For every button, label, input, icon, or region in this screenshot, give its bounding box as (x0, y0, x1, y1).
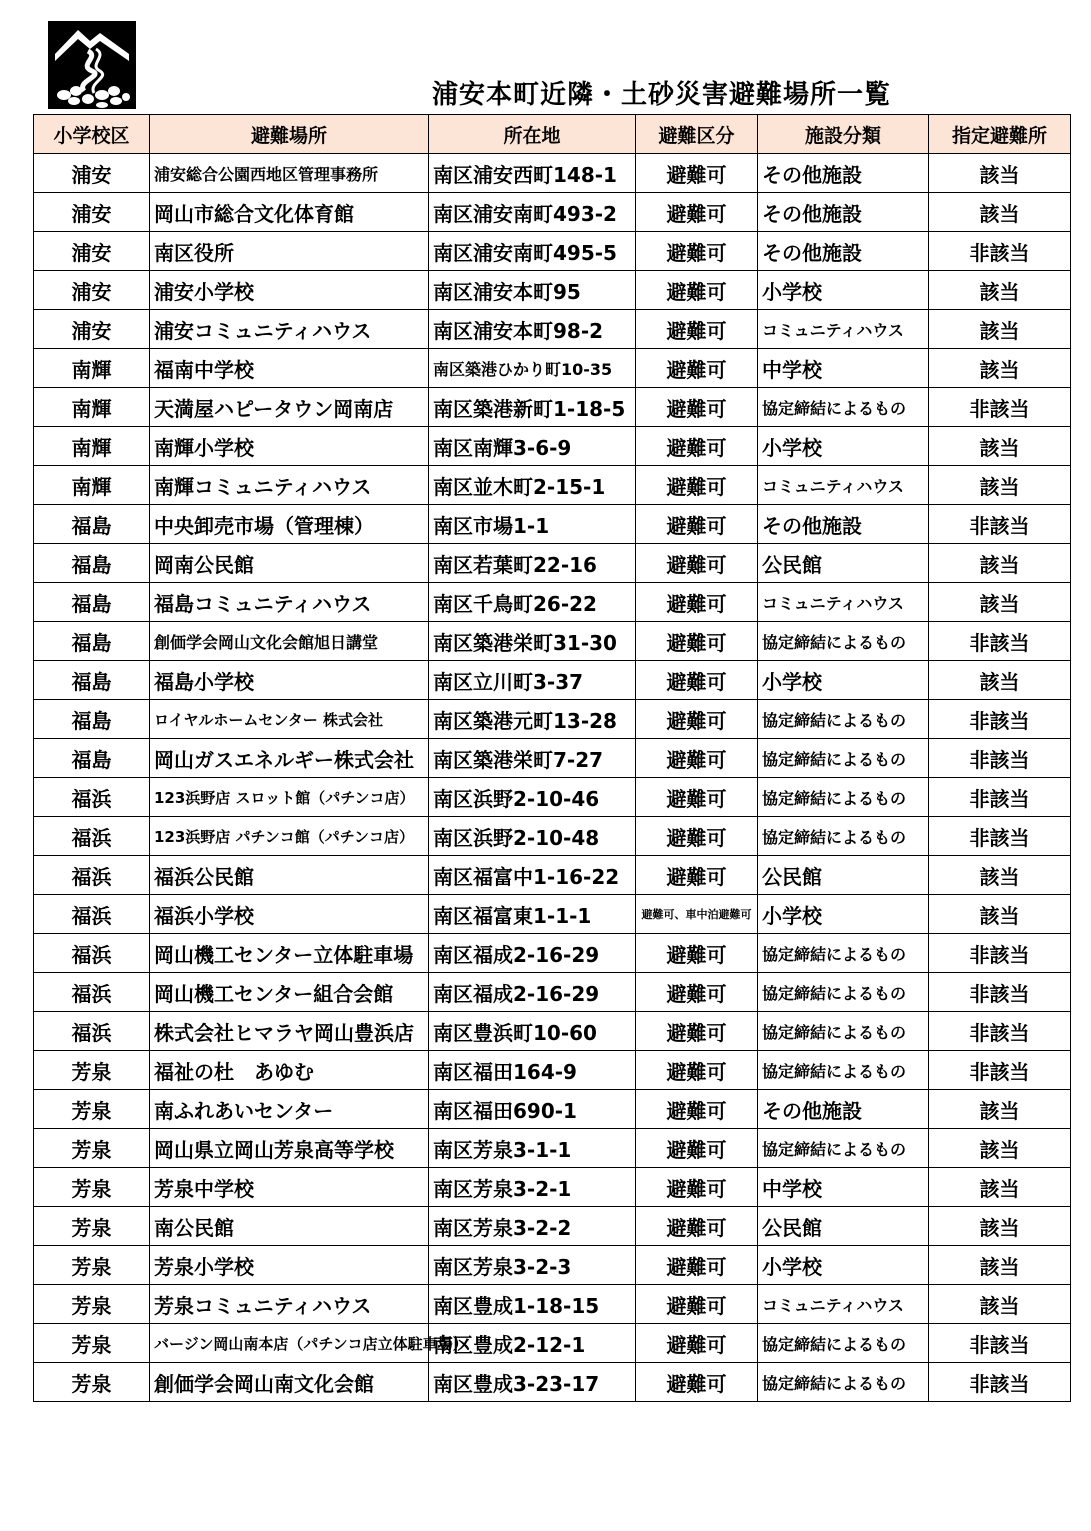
address-cell: 南区福富東1-1-1 (429, 895, 636, 934)
category-cell: 避難可 (636, 1090, 758, 1129)
table-row (34, 154, 1071, 193)
designated-cell: 非該当 (929, 1051, 1071, 1090)
address-cell: 南区豊成2-12-1 (429, 1324, 636, 1363)
table-row (34, 271, 1071, 310)
shelter-name-cell: 岡山市総合文化体育館 (150, 193, 429, 232)
school-district-cell: 芳泉 (34, 1129, 150, 1168)
table-row (34, 817, 1071, 856)
designated-cell: 該当 (929, 544, 1071, 583)
shelter-name-cell: 中央卸売市場（管理棟） (150, 505, 429, 544)
address-cell: 南区芳泉3-2-2 (429, 1207, 636, 1246)
category-cell: 避難可 (636, 427, 758, 466)
facility-type-cell: 中学校 (758, 1168, 929, 1207)
category-cell: 避難可 (636, 700, 758, 739)
shelter-name-cell: 123浜野店 スロット館（パチンコ店） (150, 778, 429, 817)
facility-type-cell: 小学校 (758, 271, 929, 310)
facility-type-cell: コミュニティハウス (758, 1285, 929, 1324)
shelter-name-cell: 岡山ガスエネルギー株式会社 (150, 739, 429, 778)
designated-cell: 非該当 (929, 739, 1071, 778)
shelter-name-cell: 創価学会岡山文化会館旭日講堂 (150, 622, 429, 661)
school-district-cell: 福島 (34, 505, 150, 544)
shelter-name-cell: 福浜公民館 (150, 856, 429, 895)
facility-type-cell: 協定締結によるもの (758, 622, 929, 661)
school-district-cell: 芳泉 (34, 1207, 150, 1246)
facility-type-cell: 協定締結によるもの (758, 700, 929, 739)
category-cell: 避難可 (636, 739, 758, 778)
designated-cell: 非該当 (929, 817, 1071, 856)
shelter-name-cell: 岡南公民館 (150, 544, 429, 583)
facility-type-cell: 小学校 (758, 427, 929, 466)
facility-type-cell: 協定締結によるもの (758, 1129, 929, 1168)
school-district-cell: 福浜 (34, 778, 150, 817)
facility-type-cell: 小学校 (758, 661, 929, 700)
address-cell: 南区芳泉3-2-1 (429, 1168, 636, 1207)
address-cell: 南区浦安本町98-2 (429, 310, 636, 349)
school-district-cell: 福島 (34, 700, 150, 739)
table-row (34, 388, 1071, 427)
address-cell: 南区浦安南町493-2 (429, 193, 636, 232)
facility-type-cell: 協定締結によるもの (758, 1324, 929, 1363)
facility-type-cell: 公民館 (758, 856, 929, 895)
shelter-name-cell: 岡山県立岡山芳泉高等学校 (150, 1129, 429, 1168)
shelter-name-cell: 南公民館 (150, 1207, 429, 1246)
address-cell: 南区豊成1-18-15 (429, 1285, 636, 1324)
shelter-name-cell: 浦安総合公園西地区管理事務所 (150, 154, 429, 193)
designated-cell: 非該当 (929, 622, 1071, 661)
shelter-name-cell: 芳泉コミュニティハウス (150, 1285, 429, 1324)
table-row (34, 232, 1071, 271)
school-district-cell: 福浜 (34, 817, 150, 856)
category-cell: 避難可 (636, 934, 758, 973)
address-cell: 南区立川町3-37 (429, 661, 636, 700)
category-cell: 避難可 (636, 505, 758, 544)
school-district-cell: 南輝 (34, 427, 150, 466)
school-district-cell: 福島 (34, 739, 150, 778)
table-row (34, 193, 1071, 232)
shelter-name-cell: バージン岡山南本店（パチンコ店立体駐車場） (150, 1324, 429, 1363)
category-cell: 避難可 (636, 1363, 758, 1402)
table-row (34, 427, 1071, 466)
address-cell: 南区豊成3-23-17 (429, 1363, 636, 1402)
table-row (34, 661, 1071, 700)
category-cell: 避難可 (636, 544, 758, 583)
designated-cell: 非該当 (929, 232, 1071, 271)
header-shelter: 避難場所 (150, 115, 429, 154)
header-address: 所在地 (429, 115, 636, 154)
designated-cell: 該当 (929, 310, 1071, 349)
school-district-cell: 芳泉 (34, 1246, 150, 1285)
address-cell: 南区並木町2-15-1 (429, 466, 636, 505)
designated-cell: 該当 (929, 1129, 1071, 1168)
shelter-name-cell: 123浜野店 パチンコ館（パチンコ店） (150, 817, 429, 856)
shelter-name-cell: 福南中学校 (150, 349, 429, 388)
designated-cell: 該当 (929, 427, 1071, 466)
school-district-cell: 福浜 (34, 973, 150, 1012)
table-row (34, 1012, 1071, 1051)
facility-type-cell: 小学校 (758, 1246, 929, 1285)
category-cell: 避難可 (636, 622, 758, 661)
address-cell: 南区福成2-16-29 (429, 934, 636, 973)
category-cell: 避難可、車中泊避難可 (636, 895, 758, 934)
designated-cell: 該当 (929, 661, 1071, 700)
facility-type-cell: その他施設 (758, 1090, 929, 1129)
table-row (34, 1285, 1071, 1324)
designated-cell: 非該当 (929, 1012, 1071, 1051)
shelter-name-cell: 福島コミュニティハウス (150, 583, 429, 622)
category-cell: 避難可 (636, 193, 758, 232)
category-cell: 避難可 (636, 310, 758, 349)
school-district-cell: 福浜 (34, 934, 150, 973)
landslide-icon (48, 21, 136, 109)
designated-cell: 非該当 (929, 388, 1071, 427)
designated-cell: 該当 (929, 583, 1071, 622)
category-cell: 避難可 (636, 1129, 758, 1168)
address-cell: 南区築港新町1-18-5 (429, 388, 636, 427)
category-cell: 避難可 (636, 388, 758, 427)
facility-type-cell: 協定締結によるもの (758, 1363, 929, 1402)
address-cell: 南区芳泉3-2-3 (429, 1246, 636, 1285)
shelter-name-cell: 天満屋ハピータウン岡南店 (150, 388, 429, 427)
category-cell: 避難可 (636, 154, 758, 193)
address-cell: 南区福成2-16-29 (429, 973, 636, 1012)
table-row (34, 1363, 1071, 1402)
category-cell: 避難可 (636, 1246, 758, 1285)
school-district-cell: 南輝 (34, 388, 150, 427)
category-cell: 避難可 (636, 1207, 758, 1246)
page-title: 浦安本町近隣・土砂災害避難場所一覧 (432, 80, 892, 110)
table-row (34, 466, 1071, 505)
category-cell: 避難可 (636, 1012, 758, 1051)
shelter-name-cell: 南ふれあいセンター (150, 1090, 429, 1129)
category-cell: 避難可 (636, 232, 758, 271)
table-row (34, 934, 1071, 973)
school-district-cell: 芳泉 (34, 1168, 150, 1207)
school-district-cell: 芳泉 (34, 1324, 150, 1363)
header-school-district: 小学校区 (34, 115, 150, 154)
designated-cell: 非該当 (929, 1324, 1071, 1363)
evacuation-table (33, 114, 1071, 1402)
table-row (34, 505, 1071, 544)
address-cell: 南区浜野2-10-48 (429, 817, 636, 856)
facility-type-cell: 小学校 (758, 895, 929, 934)
school-district-cell: 浦安 (34, 310, 150, 349)
facility-type-cell: 協定締結によるもの (758, 973, 929, 1012)
facility-type-cell: 中学校 (758, 349, 929, 388)
designated-cell: 該当 (929, 856, 1071, 895)
table-row (34, 1207, 1071, 1246)
school-district-cell: 浦安 (34, 154, 150, 193)
designated-cell: 該当 (929, 1285, 1071, 1324)
shelter-name-cell: 芳泉小学校 (150, 1246, 429, 1285)
address-cell: 南区市場1-1 (429, 505, 636, 544)
school-district-cell: 浦安 (34, 193, 150, 232)
shelter-name-cell: 浦安コミュニティハウス (150, 310, 429, 349)
category-cell: 避難可 (636, 1285, 758, 1324)
category-cell: 避難可 (636, 778, 758, 817)
table-row (34, 349, 1071, 388)
facility-type-cell: 協定締結によるもの (758, 739, 929, 778)
school-district-cell: 福浜 (34, 1012, 150, 1051)
school-district-cell: 芳泉 (34, 1285, 150, 1324)
address-cell: 南区浦安南町495-5 (429, 232, 636, 271)
address-cell: 南区福富中1-16-22 (429, 856, 636, 895)
table-header-row (34, 115, 1071, 154)
school-district-cell: 福島 (34, 583, 150, 622)
shelter-name-cell: 福島小学校 (150, 661, 429, 700)
address-cell: 南区芳泉3-1-1 (429, 1129, 636, 1168)
address-cell: 南区築港元町13-28 (429, 700, 636, 739)
school-district-cell: 福島 (34, 622, 150, 661)
designated-cell: 該当 (929, 1246, 1071, 1285)
school-district-cell: 浦安 (34, 232, 150, 271)
category-cell: 避難可 (636, 349, 758, 388)
shelter-name-cell: 浦安小学校 (150, 271, 429, 310)
shelter-name-cell: 南輝小学校 (150, 427, 429, 466)
designated-cell: 該当 (929, 895, 1071, 934)
facility-type-cell: 協定締結によるもの (758, 934, 929, 973)
designated-cell: 該当 (929, 349, 1071, 388)
shelter-name-cell: 福浜小学校 (150, 895, 429, 934)
school-district-cell: 浦安 (34, 271, 150, 310)
facility-type-cell: その他施設 (758, 154, 929, 193)
shelter-name-cell: 株式会社ヒマラヤ岡山豊浜店 (150, 1012, 429, 1051)
table-row (34, 544, 1071, 583)
category-cell: 避難可 (636, 1051, 758, 1090)
address-cell: 南区築港ひかり町10-35 (429, 349, 636, 388)
designated-cell: 非該当 (929, 973, 1071, 1012)
designated-cell: 該当 (929, 1207, 1071, 1246)
shelter-name-cell: 南輝コミュニティハウス (150, 466, 429, 505)
address-cell: 南区千鳥町26-22 (429, 583, 636, 622)
designated-cell: 該当 (929, 466, 1071, 505)
shelter-name-cell: 創価学会岡山南文化会館 (150, 1363, 429, 1402)
designated-cell: 該当 (929, 1168, 1071, 1207)
facility-type-cell: コミュニティハウス (758, 583, 929, 622)
table-row (34, 1051, 1071, 1090)
table-row (34, 1168, 1071, 1207)
address-cell: 南区浦安本町95 (429, 271, 636, 310)
table-row (34, 1090, 1071, 1129)
table-row (34, 856, 1071, 895)
table-row (34, 895, 1071, 934)
shelter-name-cell: 南区役所 (150, 232, 429, 271)
address-cell: 南区南輝3-6-9 (429, 427, 636, 466)
table-row (34, 1129, 1071, 1168)
facility-type-cell: 協定締結によるもの (758, 1012, 929, 1051)
table-row (34, 310, 1071, 349)
category-cell: 避難可 (636, 466, 758, 505)
logo (48, 21, 136, 109)
designated-cell: 非該当 (929, 934, 1071, 973)
school-district-cell: 芳泉 (34, 1090, 150, 1129)
shelter-name-cell: 岡山機工センター立体駐車場 (150, 934, 429, 973)
category-cell: 避難可 (636, 661, 758, 700)
table-row (34, 583, 1071, 622)
table-row (34, 739, 1071, 778)
facility-type-cell: コミュニティハウス (758, 310, 929, 349)
school-district-cell: 芳泉 (34, 1051, 150, 1090)
shelter-name-cell: 岡山機工センター組合会館 (150, 973, 429, 1012)
designated-cell: 非該当 (929, 700, 1071, 739)
facility-type-cell: 公民館 (758, 544, 929, 583)
shelter-name-cell: 福祉の杜 あゆむ (150, 1051, 429, 1090)
table-row (34, 973, 1071, 1012)
facility-type-cell: コミュニティハウス (758, 466, 929, 505)
table-row (34, 1246, 1071, 1285)
table-row (34, 700, 1071, 739)
shelter-name-cell: 芳泉中学校 (150, 1168, 429, 1207)
school-district-cell: 芳泉 (34, 1363, 150, 1402)
address-cell: 南区浜野2-10-46 (429, 778, 636, 817)
category-cell: 避難可 (636, 973, 758, 1012)
designated-cell: 該当 (929, 154, 1071, 193)
school-district-cell: 福島 (34, 661, 150, 700)
designated-cell: 非該当 (929, 505, 1071, 544)
header-facility-type: 施設分類 (758, 115, 929, 154)
designated-cell: 該当 (929, 1090, 1071, 1129)
school-district-cell: 福浜 (34, 856, 150, 895)
table-row (34, 622, 1071, 661)
category-cell: 避難可 (636, 1168, 758, 1207)
facility-type-cell: 協定締結によるもの (758, 778, 929, 817)
school-district-cell: 福島 (34, 544, 150, 583)
category-cell: 避難可 (636, 1324, 758, 1363)
header-designated: 指定避難所 (929, 115, 1071, 154)
designated-cell: 該当 (929, 271, 1071, 310)
address-cell: 南区福田690-1 (429, 1090, 636, 1129)
table-row (34, 1324, 1071, 1363)
designated-cell: 非該当 (929, 778, 1071, 817)
shelter-name-cell: ロイヤルホームセンター 株式会社 (150, 700, 429, 739)
address-cell: 南区若葉町22-16 (429, 544, 636, 583)
category-cell: 避難可 (636, 817, 758, 856)
facility-type-cell: その他施設 (758, 232, 929, 271)
facility-type-cell: その他施設 (758, 193, 929, 232)
school-district-cell: 南輝 (34, 466, 150, 505)
facility-type-cell: 公民館 (758, 1207, 929, 1246)
category-cell: 避難可 (636, 856, 758, 895)
address-cell: 南区浦安西町148-1 (429, 154, 636, 193)
facility-type-cell: 協定締結によるもの (758, 1051, 929, 1090)
address-cell: 南区福田164-9 (429, 1051, 636, 1090)
school-district-cell: 福浜 (34, 895, 150, 934)
designated-cell: 非該当 (929, 1363, 1071, 1402)
school-district-cell: 南輝 (34, 349, 150, 388)
category-cell: 避難可 (636, 271, 758, 310)
table-row (34, 778, 1071, 817)
designated-cell: 該当 (929, 193, 1071, 232)
facility-type-cell: 協定締結によるもの (758, 388, 929, 427)
facility-type-cell: 協定締結によるもの (758, 817, 929, 856)
facility-type-cell: その他施設 (758, 505, 929, 544)
address-cell: 南区築港栄町7-27 (429, 739, 636, 778)
address-cell: 南区豊浜町10-60 (429, 1012, 636, 1051)
header-category: 避難区分 (636, 115, 758, 154)
address-cell: 南区築港栄町31-30 (429, 622, 636, 661)
category-cell: 避難可 (636, 583, 758, 622)
